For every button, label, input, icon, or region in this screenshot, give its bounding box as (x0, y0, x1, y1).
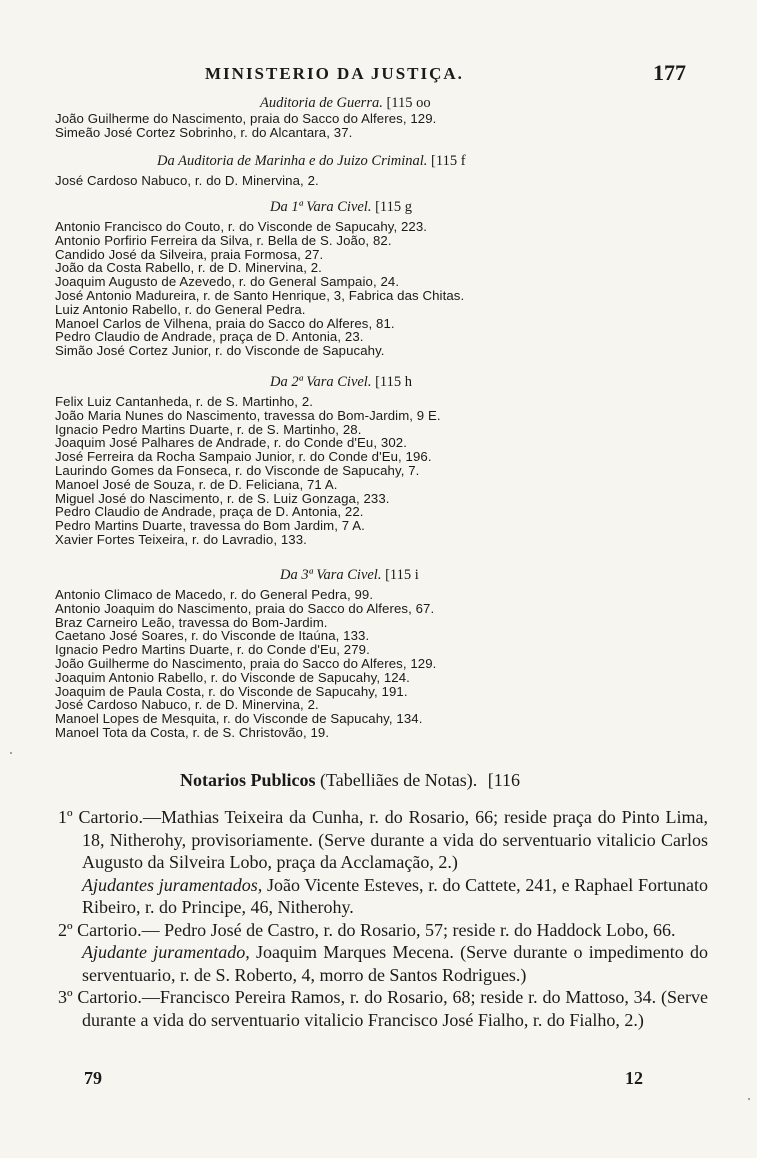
list-item: Antonio Francisco do Couto, r. do Visconde de Sapucahy, 223. (55, 219, 428, 234)
list-item: Antonio Porfirio Ferreira da Silva, r. Bella de S. João, 82. (55, 232, 392, 248)
list-item: Caetano José Soares, r. do Visconde de Itaúna, 133. (55, 628, 370, 644)
list-item: Simão José Cortez Junior, r. do Visconde de Sapucahy. (55, 343, 385, 359)
list-item: Antonio Joaquim do Nascimento, praia do Sacco do Alferes, 67. (55, 600, 435, 616)
list-item: Antonio Climaco de Macedo, r. do General Pedra, 99. (55, 587, 374, 602)
cartorio-3: 3º Cartorio.—Francisco Pereira Ramos, r. do Rosario, 68; reside r. do Mattoso, 34. (Serve durante a vida do serventuario vitalicio Francisco José Fialho, r. do Fialho, 2.) (58, 987, 708, 1030)
group-1a-vara-civel (55, 198, 715, 358)
list-item: Pedro Claudio de Andrade, praça de D. Antonia, 22. (55, 504, 364, 520)
list-item: José Cardoso Nabuco, r. de D. Minervina, 2. (55, 697, 319, 713)
list-item: Manoel Carlos de Vilhena, praia do Sacco do Alferes, 81. (55, 315, 395, 331)
list-item: Manoel José de Souza, r. de D. Feliciana, 71 A. (55, 476, 338, 492)
folio-number: 12 (625, 1068, 643, 1088)
list-item: José Ferreira da Rocha Sampaio Junior, r. do Conde d'Eu, 196. (55, 449, 432, 465)
list-item: João Maria Nunes do Nascimento, travessa do Bom-Jardim, 9 E. (55, 407, 441, 423)
list-item: Ignacio Pedro Martins Duarte, r. de S. Martinho, 28. (55, 421, 362, 437)
list-item: Joaquim Antonio Rabello, r. do Visconde de Sapucahy, 124. (55, 669, 410, 685)
group-auditoria-marinha (55, 152, 715, 188)
list-item: João Guilherme do Nascimento, praia do Sacco do Alferes, 129. (55, 111, 437, 126)
list-item: Miguel José do Nascimento, r. de S. Luiz Gonzaga, 233. (55, 490, 390, 506)
cartorio-2: 2º Cartorio.— Pedro José de Castro, r. do Rosario, 57; reside r. do Haddock Lobo, 66. (58, 919, 676, 940)
paper-speck (748, 1098, 750, 1100)
section-title: Notarios Publicos (Tabelliães de Notas). [116 (180, 770, 521, 790)
running-title: MINISTERIO DA JUSTIÇA. (205, 64, 464, 83)
page-footer (0, 1068, 757, 1098)
list-item: Felix Luiz Cantanheda, r. de S. Martinho, 2. (55, 394, 314, 409)
list-item: Joaquim Augusto de Azevedo, r. do General Sampaio, 24. (55, 274, 400, 290)
list-item: Joaquim de Paula Costa, r. do Visconde de Sapucahy, 191. (55, 683, 408, 699)
list-item: João da Costa Rabello, r. de D. Minervina, 2. (55, 260, 322, 276)
list-item: Pedro Claudio de Andrade, praça de D. Antonia, 23. (55, 329, 364, 345)
list-item: Laurindo Gomes da Fonseca, r. do Visconde de Sapucahy, 7. (55, 462, 420, 478)
notaries-list (58, 806, 708, 1031)
page-number: 177 (653, 60, 686, 85)
group-3a-vara-civel (55, 566, 715, 740)
list-item: Luiz Antonio Rabello, r. do General Pedra. (55, 301, 306, 317)
cartorio-1: 1º Cartorio.—Mathias Teixeira da Cunha, r. do Rosario, 66; reside praça do Pinto Lima, 18, Nitherohy, provisoriamente. (Serve durante a vida do serventuario vitalicio Carlos Augusto da Silveira Lobo, praça da Acclamação, 2.) (58, 807, 708, 872)
list-item: Candido José da Silveira, praia Formosa, 27. (55, 246, 324, 262)
group-2a-vara-civel (55, 373, 715, 547)
list-item: João Guilherme do Nascimento, praia do Sacco do Alferes, 129. (55, 655, 437, 671)
list-item: Braz Carneiro Leão, travessa do Bom-Jardim. (55, 614, 328, 630)
list-item: Manoel Tota da Costa, r. de S. Christovão, 19. (55, 724, 330, 740)
paper-speck (10, 752, 12, 754)
signature-mark: 79 (84, 1068, 102, 1088)
cartorio-1-ajudantes: Ajudantes juramentados, João Vicente Esteves, r. do Cattete, 241, e Raphael Fortunato Ribeiro, r. do Principe, 46, Nitherohy. (82, 874, 708, 917)
group-auditoria-guerra (55, 94, 715, 140)
list-item: José Cardoso Nabuco, r. do D. Minervina, 2. (55, 173, 319, 188)
list-item: Ignacio Pedro Martins Duarte, r. do Conde d'Eu, 279. (55, 642, 370, 658)
cartorio-2-ajudante: Ajudante juramentado, Joaquim Marques Mecena. (Serve durante o impedimento do serventuario, r. de S. Roberto, 4, morro de Santos Rodrigues.) (82, 942, 709, 985)
group-subheading: Da 2ª Vara Civel. [115 h (270, 374, 413, 390)
group-subheading: Da Auditoria de Marinha e do Juizo Criminal. [115 f (157, 153, 466, 169)
list-item: Pedro Martins Duarte, travessa do Bom Jardim, 7 A. (55, 518, 365, 534)
list-item: Simeão José Cortez Sobrinho, r. do Alcantara, 37. (55, 124, 353, 140)
page-header (0, 60, 757, 90)
list-item: Joaquim José Palhares de Andrade, r. do Conde d'Eu, 302. (55, 435, 407, 451)
list-item: José Antonio Madureira, r. de Santo Henrique, 3, Fabrica das Chitas. (55, 287, 465, 303)
group-subheading: Da 1ª Vara Civel. [115 g (270, 199, 413, 215)
list-item: Manoel Lopes de Mesquita, r. do Visconde de Sapucahy, 134. (55, 711, 423, 727)
list-item: Xavier Fortes Teixeira, r. do Lavradio, 133. (55, 531, 307, 547)
group-subheading: Da 3ª Vara Civel. [115 i (280, 567, 419, 583)
group-subheading: Auditoria de Guerra. [115 oo (260, 95, 431, 111)
